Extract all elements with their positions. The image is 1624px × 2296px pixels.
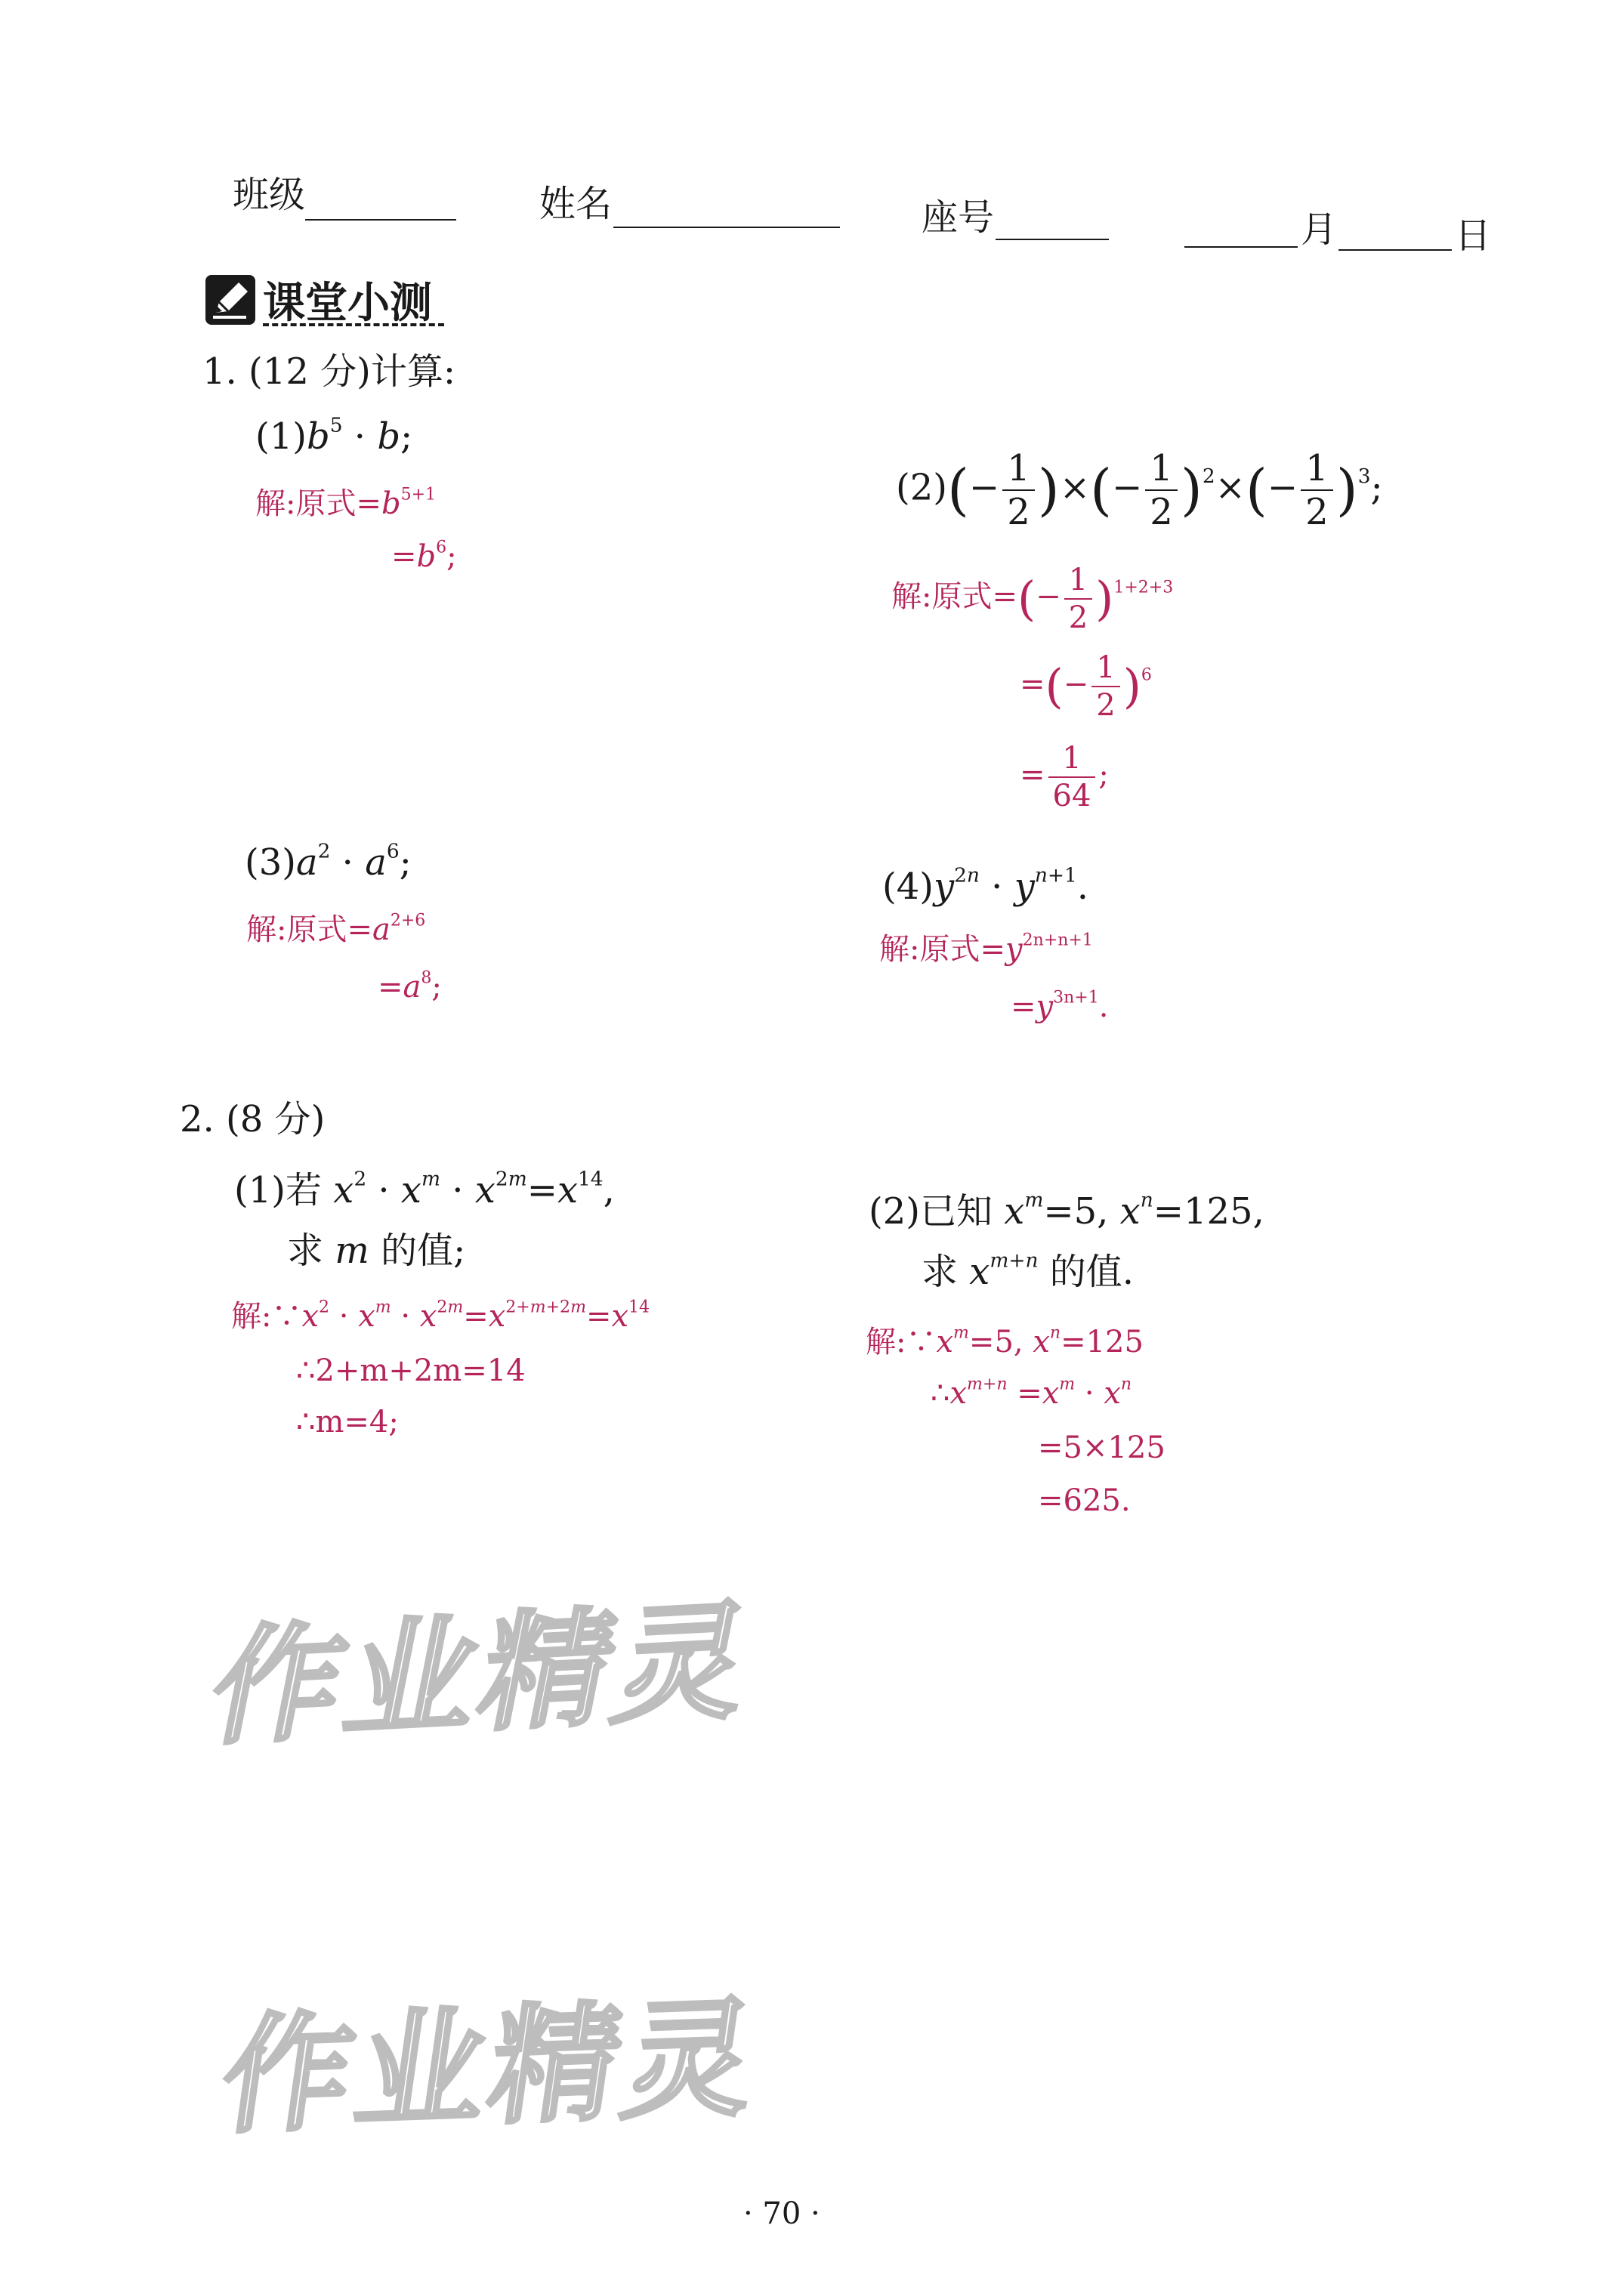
pencil-icon (205, 275, 255, 325)
q1-p2-result-den: 64 (1052, 779, 1091, 813)
q2-p2-question-line1: (2)已知 $x^m=5$, $x^n=125$, (869, 1188, 1264, 1233)
q1-p1-label: (1) (255, 415, 307, 458)
q1-p3-ans-exp2: 8 (421, 968, 432, 988)
q2-p2-line2-prefix: 求 (922, 1251, 959, 1293)
q1-p1-ans-prefix: 解:原式= (255, 486, 381, 521)
q2-p1-answer-line3: ∴m=4; (296, 1405, 399, 1440)
q2-p1-question-line2: 求 m 的值; (287, 1230, 466, 1272)
section-title (205, 273, 432, 326)
q1-p4-ans-exp1: 2n+n+1 (1022, 930, 1093, 950)
q1-p3-answer-line1: 解:原式$=a^{2+6}$ (246, 911, 426, 947)
q1-p2-result-num: 1 (1048, 743, 1096, 778)
q1-p4-question: $(4)y^{2n} \cdot y^{n+1}$. (882, 863, 1088, 908)
q1-p3-question: $(3)a^2 \cdot a^6$; (245, 839, 412, 884)
q1-p2-ans-prefix: 解:原式= (891, 579, 1017, 614)
q2-p1-answer-line1: 解$:\because x^2 \cdot x^m \cdot x^{2m}=x^{2+m+2m}=x^{14}$ (231, 1298, 650, 1334)
q2-p1-ans-prefix: 解: (231, 1299, 272, 1334)
q2-p1-line2-tail: 的值; (381, 1230, 466, 1272)
q1-p1-question: $(1)b^5 \cdot b$; (255, 413, 413, 458)
q1-p2-label: (2) (896, 466, 947, 509)
section-title-label: 课堂小测 (263, 279, 432, 328)
q2-p1-question-line1: (1)若 $x^2 \cdot x^m \cdot x^{2m}=x^{14}$, (234, 1167, 615, 1211)
q2-p2-answer-line1: 解$:\because x^m=5$, $x^n=125$ (866, 1323, 1144, 1359)
class-label: 班级 (233, 174, 306, 216)
q1-p1-answer-line2: $=b^6$; (391, 538, 457, 574)
month-blank[interactable] (1184, 246, 1298, 248)
watermark-bottom: 作业精灵 (212, 1983, 769, 2152)
q1-p2-answer-line2: =(− $\frac{1}{2}$ )$^6$ (1020, 650, 1152, 723)
q1-p4-answer-line1: 解:原式$=y^{2n+n+1}$ (879, 930, 1093, 967)
section-title-underline (263, 323, 444, 326)
q2-p2-ans-val2: =125 (1061, 1325, 1144, 1359)
month-label: 月 (1301, 208, 1338, 251)
q1-p1-ans-exp1: 5+1 (400, 485, 437, 505)
q1-p2-answer-line1: 解:原式=(− $\frac{1}{2}$ )$^{1+2+3}$ (891, 563, 1174, 635)
q2-p2-answer-line3: =5×125 (1038, 1430, 1166, 1465)
day-blank[interactable] (1338, 249, 1452, 251)
q1-p2-ans-exp1: 1+2+3 (1113, 578, 1174, 597)
seat-blank[interactable] (996, 239, 1109, 240)
q1-p4-ans-prefix: 解:原式= (879, 932, 1005, 967)
q2-p2-line2-tail: 的值. (1049, 1251, 1135, 1293)
q2-p2-answer-line2: $\therefore x^{m+n} =x^m \cdot x^n$ (931, 1375, 1132, 1411)
seat-label: 座号 (922, 196, 995, 239)
q1-p3-ans-prefix: 解:原式= (246, 912, 372, 947)
q2-p2-cond1: =5, (1043, 1190, 1109, 1233)
day-label: 日 (1455, 214, 1492, 257)
name-blank[interactable] (613, 227, 840, 228)
q1-p4-label: (4) (882, 866, 934, 908)
q1-p3-ans-exp1: 2+6 (390, 911, 426, 930)
q2-p2-answer-line4: =625. (1038, 1483, 1131, 1518)
q2-p2-cond2: =125, (1153, 1190, 1264, 1233)
q1-p3-label: (3) (245, 841, 296, 884)
q1-heading: 1. (12 分)计算: (202, 350, 456, 393)
page-number: · 70 · (743, 2196, 820, 2231)
name-label: 姓名 (539, 183, 613, 225)
q1-p4-ans-exp2: 3n+1 (1053, 988, 1099, 1008)
q2-p2-ans-val1: =5, (968, 1325, 1023, 1359)
q1-p4-answer-line2: $=y^{3n+1}$. (1011, 988, 1109, 1024)
q2-p2-ans-prefix: 解: (866, 1325, 906, 1359)
watermark-top: 作业精灵 (199, 1586, 767, 1764)
q2-p1-label: (1)若 (234, 1169, 322, 1211)
q1-p3-answer-line2: $=a^8$; (378, 968, 442, 1004)
q2-p1-answer-line2: ∴2+m+2m=14 (296, 1353, 526, 1388)
q1-p2-ans-exp2: 6 (1141, 665, 1152, 685)
q2-p2-question-line2: 求 $x^{m+n}$ 的值. (922, 1248, 1135, 1293)
q2-p1-line2-prefix: 求 (287, 1230, 324, 1272)
q1-p2-answer-line3: = $\frac{1}{64}$ ; (1020, 741, 1109, 813)
q2-p2-label: (2)已知 (869, 1190, 993, 1233)
q2-heading: 2. (8 分) (180, 1098, 326, 1140)
q1-p1-ans-exp2: 6 (436, 538, 447, 557)
q1-p1-answer-line1: 解:原式$=b^{5+1}$ (255, 485, 437, 521)
q1-p2-question: (2)(− $\frac{1}{2}$ )×(− $\frac{1}{2}$ )$^2$×(− $\frac{1}{2}$ )$^3$; (896, 447, 1383, 533)
class-blank[interactable] (305, 219, 456, 221)
